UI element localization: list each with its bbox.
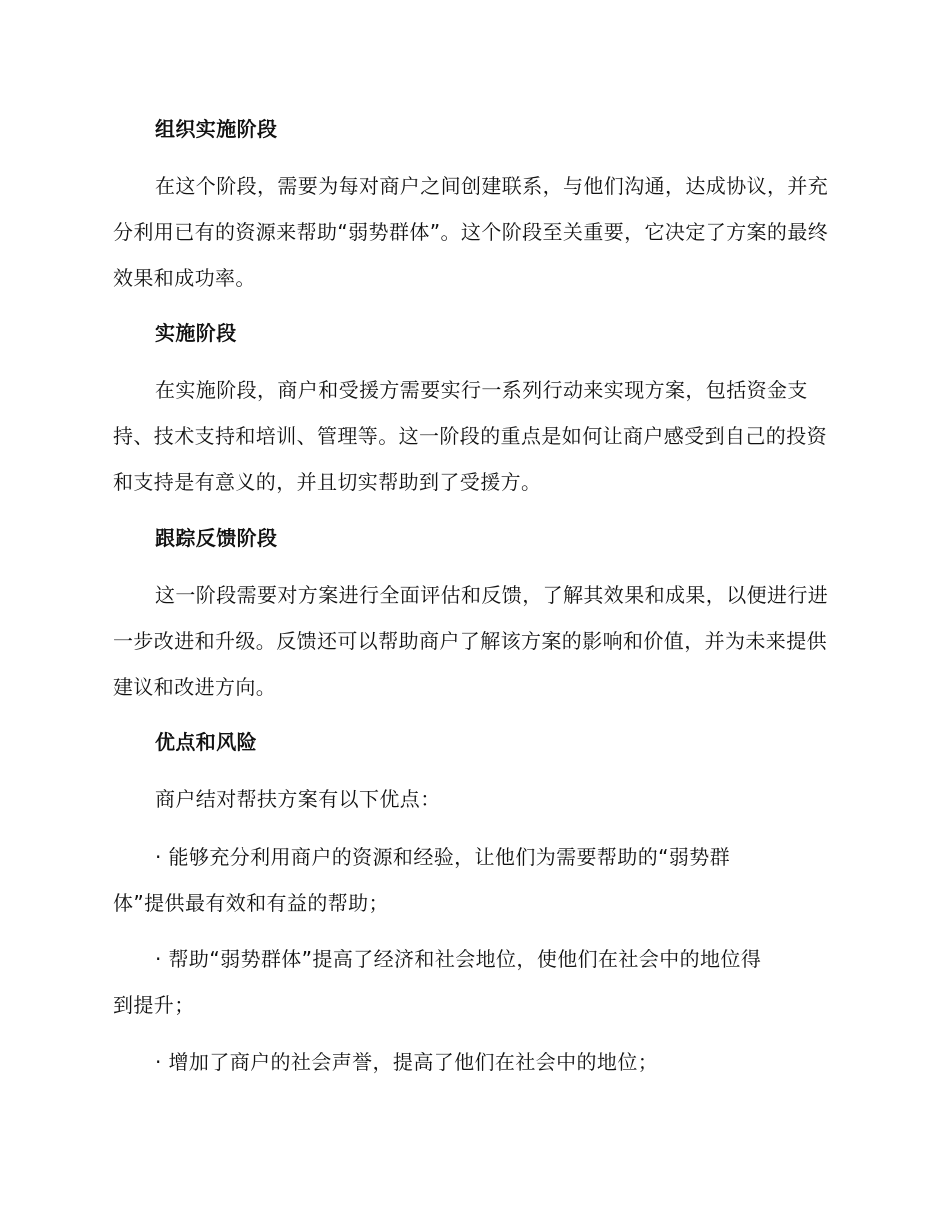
section-heading: 实施阶段: [155, 321, 237, 345]
bullet-line: · 帮助“弱势群体”提高了经济和社会地位，使他们在社会中的地位得: [155, 947, 762, 971]
section-heading: 组织实施阶段: [155, 117, 278, 141]
bullet-line: 体”提供最有效和有益的帮助；: [113, 891, 389, 915]
section-paragraph: 在实施阶段，商户和受援方需要实行一系列行动来实现方案，包括资金支持、技术支持和培训、管理等。这一阶段的重点是如何让商户感受到自己的投资和支持是有意义的，并且切实帮助到了受援方。: [113, 378, 827, 494]
bullet-line: · 能够充分利用商户的资源和经验，让他们为需要帮助的“弱势群: [155, 845, 731, 869]
section-heading: 跟踪反馈阶段: [155, 526, 278, 550]
section-paragraph: 这一阶段需要对方案进行全面评估和反馈，了解其效果和成果，以便进行进一步改进和升级。反馈还可以帮助商户了解该方案的影响和价值，并为未来提供建议和改进方向。: [113, 583, 829, 699]
bullet-item: [113, 936, 833, 1028]
bullet-line: 到提升；: [113, 993, 195, 1017]
bullet-item: [113, 1039, 833, 1085]
section-heading: 优点和风险: [155, 730, 257, 754]
advantages-intro: 商户结对帮扶方案有以下优点：: [155, 787, 441, 811]
bullet-item: [113, 834, 833, 926]
bullet-line: · 增加了商户的社会声誉，提高了他们在社会中的地位；: [155, 1050, 659, 1074]
section-paragraph: 在这个阶段，需要为每对商户之间创建联系，与他们沟通，达成协议，并充分利用已有的资源来帮助“弱势群体”。这个阶段至关重要，它决定了方案的最终效果和成功率。: [113, 174, 829, 290]
